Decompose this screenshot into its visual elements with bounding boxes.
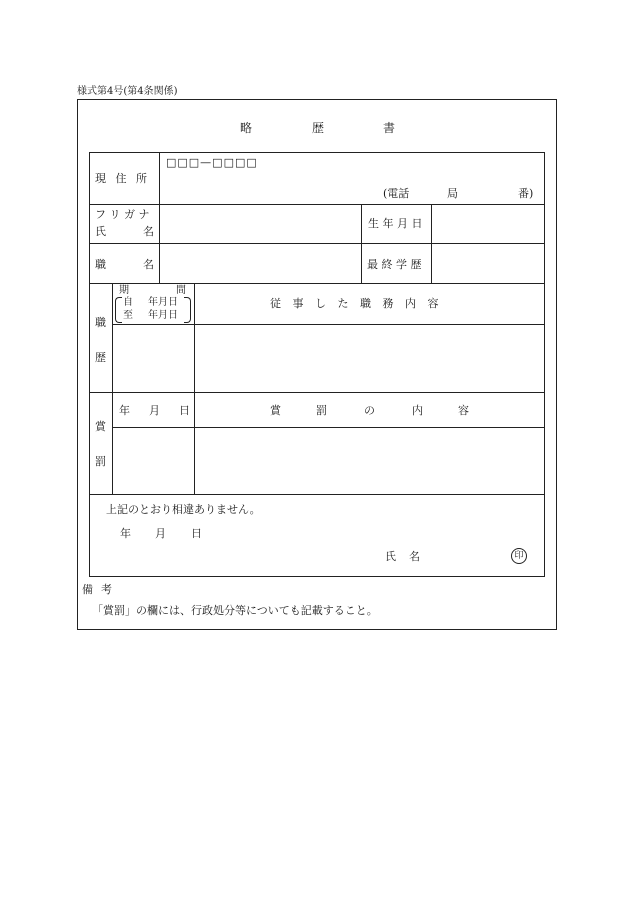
awards-day-label: 日 — [179, 404, 190, 417]
period-label-2: 間 — [176, 285, 186, 296]
awards-side-label-1: 賞 — [95, 420, 106, 433]
awards-side-label-2: 罰 — [95, 455, 106, 468]
col-divider — [112, 283, 113, 494]
remarks-label-2: 考 — [101, 583, 112, 596]
remarks-note: 「賞罰」の欄には、行政処分等についても記載すること。 — [92, 604, 378, 617]
declaration-month: 月 — [155, 527, 166, 540]
phone-station-label: 局 — [447, 187, 458, 200]
to-ymd: 年月日 — [148, 310, 178, 321]
education-field[interactable] — [433, 245, 542, 282]
title-char-1: 略 — [240, 121, 253, 135]
name-label-1: 氏 — [95, 225, 106, 238]
postal-code-field[interactable]: □□□—□□□□ — [166, 156, 258, 169]
declaration-day: 日 — [191, 527, 202, 540]
awards-date-field[interactable] — [114, 429, 193, 493]
career-content-header: 従 事 し た 職 務 内 容 — [270, 297, 439, 310]
from-ymd: 年月日 — [148, 297, 178, 308]
awards-content-field[interactable] — [196, 429, 542, 493]
title-char-2: 歴 — [312, 121, 325, 135]
awards-header-3: の — [364, 404, 375, 417]
col-divider — [431, 204, 432, 283]
row-divider — [89, 204, 544, 205]
birth-date-label: 生 年 月 日 — [368, 217, 423, 230]
awards-header-2: 罰 — [316, 404, 327, 417]
from-label: 自 — [123, 297, 133, 308]
phone-number-label: 番) — [518, 187, 534, 200]
form-number: 様式第4号(第4条関係) — [77, 86, 178, 97]
career-period-field[interactable] — [114, 326, 193, 391]
address-label: 現 住 所 — [95, 172, 147, 185]
period-bracket-right — [184, 297, 191, 323]
declaration-name-label-2: 名 — [409, 550, 420, 563]
career-content-field[interactable] — [196, 326, 542, 391]
row-divider — [89, 243, 544, 244]
awards-month-label: 月 — [149, 404, 160, 417]
col-divider — [361, 204, 362, 283]
remarks-label-1: 備 — [82, 583, 93, 596]
seal-mark: 印 — [511, 548, 527, 564]
awards-header-4: 内 — [412, 404, 423, 417]
row-divider — [112, 324, 544, 325]
col-divider — [159, 152, 160, 283]
period-bracket-left — [115, 297, 122, 323]
awards-header-1: 賞 — [270, 404, 281, 417]
row-divider — [89, 283, 544, 284]
name-field[interactable] — [161, 206, 359, 242]
job-label-2: 名 — [143, 258, 154, 271]
birth-date-field[interactable] — [433, 206, 542, 242]
name-label-2: 名 — [143, 225, 154, 238]
period-label-1: 期 — [119, 285, 129, 296]
declaration-name-label-1: 氏 — [385, 550, 396, 563]
phone-open-label: (電話 — [383, 187, 410, 200]
declaration-statement: 上記のとおり相違ありません。 — [106, 503, 261, 516]
col-divider — [194, 283, 195, 494]
job-title-field[interactable] — [161, 245, 359, 282]
declaration-year: 年 — [120, 527, 131, 540]
career-side-label-2: 歴 — [95, 351, 106, 364]
education-label: 最 終 学 歴 — [367, 258, 422, 271]
row-divider — [89, 494, 544, 495]
job-label-1: 職 — [95, 258, 106, 271]
row-divider — [89, 392, 544, 393]
to-label: 至 — [123, 310, 133, 321]
awards-header-5: 容 — [458, 404, 469, 417]
title-char-3: 書 — [383, 121, 396, 135]
career-side-label-1: 職 — [95, 316, 106, 329]
furigana-label: フ リ ガ ナ — [95, 208, 150, 221]
awards-year-label: 年 — [119, 404, 130, 417]
row-divider — [112, 427, 544, 428]
